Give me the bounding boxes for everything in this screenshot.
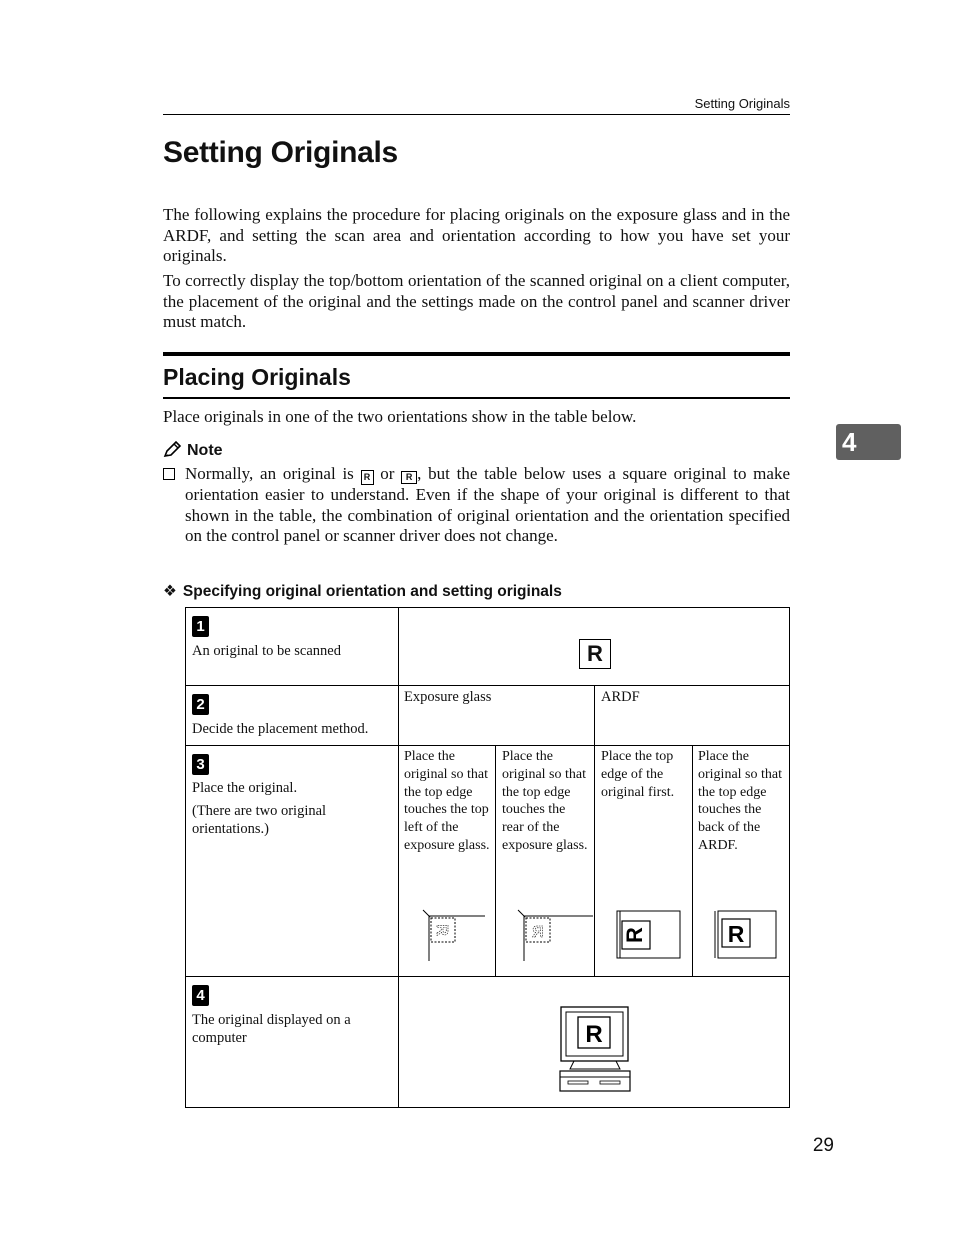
note-heading — [163, 440, 223, 460]
original-r-icon: R — [579, 639, 611, 669]
table-divider — [594, 686, 595, 976]
pencil-icon — [163, 440, 183, 458]
table-divider — [186, 685, 789, 686]
table-divider — [495, 746, 496, 976]
chapter-tab: 4 — [836, 424, 901, 460]
placement-text-2: Place the original so that the top edge touches the rear of the exposure glass. — [502, 749, 588, 853]
subheading — [163, 582, 562, 601]
note-text-or: or — [373, 464, 402, 483]
running-head: Setting Originals — [694, 96, 790, 111]
portrait-original-icon: R — [361, 470, 374, 485]
ardf-back-illustration — [713, 910, 779, 960]
step-3-badge: 3 — [192, 754, 209, 775]
r-letter-icon: R — [433, 924, 450, 936]
diamond-bullet-icon: ❖ — [163, 583, 177, 600]
step-3-note: (There are two original orientations.) — [192, 803, 327, 837]
intro-paragraph-2: To correctly display the top/bottom orientation of the scanned original on a client computer, the placement of the original and the settings made on the control panel and scanner driver must match. — [163, 271, 790, 331]
step-1-badge: 1 — [192, 616, 209, 637]
exposure-glass-rear-illustration — [517, 909, 593, 961]
page-title: Setting Originals — [163, 136, 398, 169]
step-2-badge: 2 — [192, 694, 209, 715]
step-4-text: The original displayed on a computer — [192, 1012, 351, 1046]
step-4-badge: 4 — [192, 985, 209, 1006]
step-1-text: An original to be scanned — [192, 643, 341, 659]
note-text-start: Normally, an original is — [185, 464, 361, 483]
subheading-text: Specifying original orientation and setting originals — [182, 583, 562, 600]
section-rule-bottom — [163, 397, 790, 399]
placement-text-3: Place the top edge of the original first. — [601, 749, 675, 800]
note-item — [163, 464, 790, 547]
r-letter-icon: R — [727, 921, 745, 947]
table-divider — [186, 745, 789, 746]
page-number: 29 — [812, 1135, 834, 1156]
r-letter-icon: R — [622, 927, 647, 943]
note-text-end: , but the table below uses a square original to make orientation easier to understand. Even if the shape of your original is different to that shown in the table, the combination of original orientation and the orientation specified on the control panel or scanner driver does not change. — [185, 464, 790, 545]
intro-paragraph-1: The following explains the procedure for placing originals on the exposure glass and in the ARDF, and setting the scan area and orientation according to how you have set your originals. — [163, 205, 790, 265]
exposure-glass-top-left-illustration — [422, 909, 486, 961]
method-ardf: ARDF — [601, 689, 640, 705]
ardf-top-edge-first-illustration — [616, 910, 682, 960]
note-label: Note — [187, 442, 223, 459]
step-3-text: Place the original. — [192, 780, 298, 796]
r-letter-icon: R — [585, 1021, 603, 1048]
table-divider — [186, 976, 789, 977]
computer-monitor-icon — [558, 1005, 632, 1095]
section-rule-top — [163, 352, 790, 356]
table-divider — [398, 608, 399, 1107]
method-exposure-glass: Exposure glass — [404, 689, 492, 705]
landscape-original-icon: R — [401, 471, 417, 484]
placement-text-1: Place the original so that the top edge touches the top left of the exposure glass. — [404, 749, 490, 853]
section-text: Place originals in one of the two orientations show in the table below. — [163, 407, 637, 426]
step-2-text: Decide the placement method. — [192, 721, 369, 737]
table-divider — [692, 746, 693, 976]
header-rule — [163, 114, 790, 115]
r-letter-icon: R — [532, 924, 544, 941]
placement-text-4: Place the original so that the top edge touches the back of the ARDF. — [698, 749, 782, 853]
orientation-table — [185, 607, 790, 1108]
checkbox-bullet-icon — [163, 468, 175, 480]
section-title: Placing Originals — [163, 364, 351, 390]
